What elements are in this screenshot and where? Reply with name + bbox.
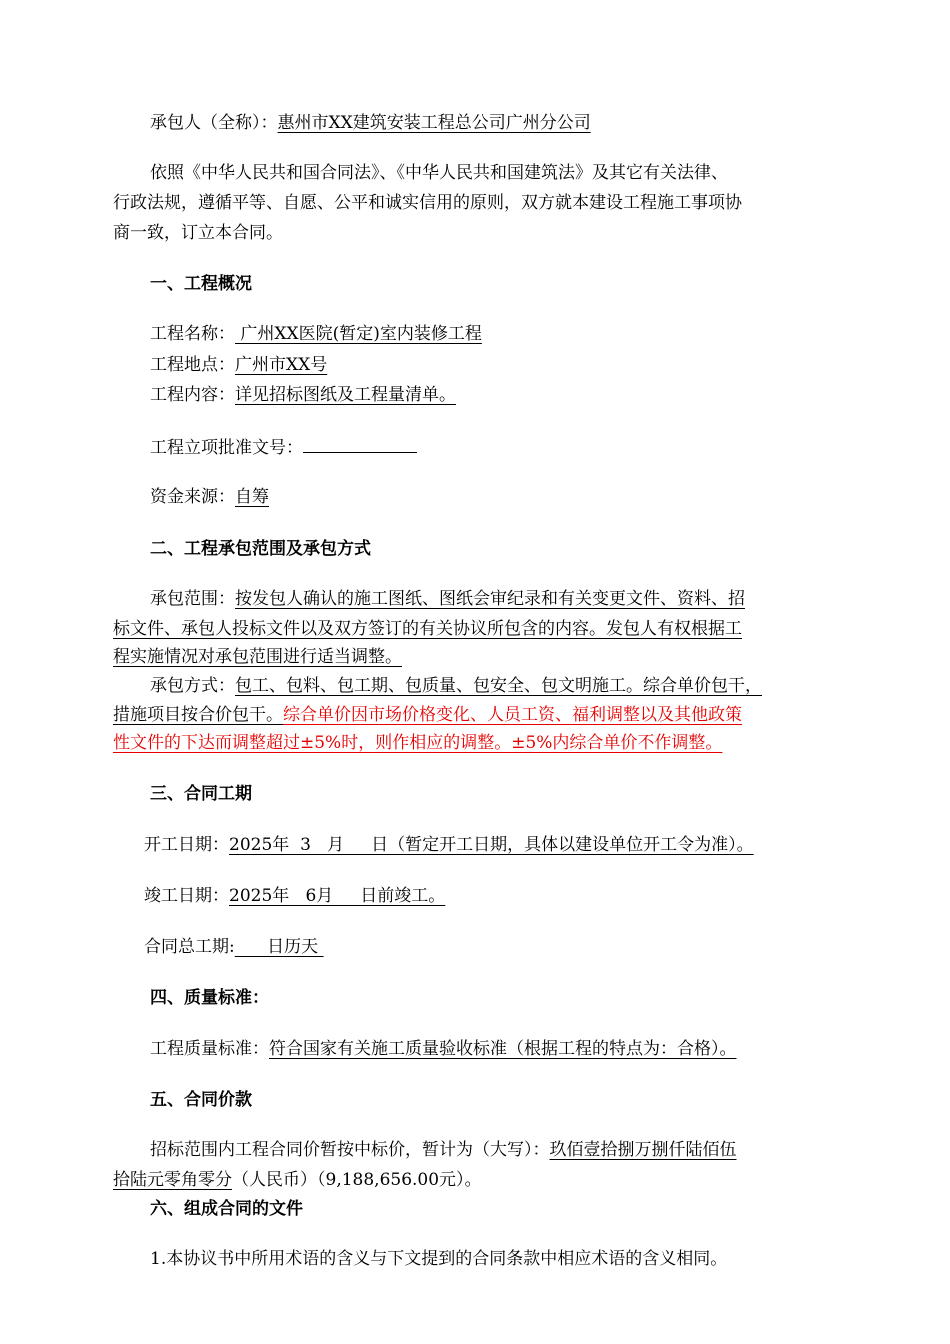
scope-label: 承包范围： — [150, 589, 235, 609]
fund-label: 资金来源： — [150, 487, 235, 507]
mode-text-2: 措施项目按合价包干。 — [113, 705, 283, 725]
mode-label: 承包方式： — [150, 676, 235, 696]
approval-label: 工程立项批准文号： — [150, 438, 303, 458]
contractor-name: 惠州市XX建筑安装工程总公司广州分公司 — [277, 113, 591, 133]
project-content-label: 工程内容： — [150, 385, 235, 405]
section-heading-price: 五、合同价款 — [150, 1090, 252, 1110]
fund-value: 自筹 — [235, 487, 269, 507]
scope-line-1 — [150, 587, 745, 611]
quality-value: 符合国家有关施工质量验收标准（根据工程的特点为：合格）。 — [269, 1039, 737, 1059]
intro-line-3: 商一致，订立本合同。 — [113, 223, 283, 243]
project-site-line — [150, 353, 557, 377]
price-amount-figures: （人民币）（9,188,656.00元）。 — [232, 1170, 482, 1190]
quality-line — [150, 1037, 737, 1061]
contractor-label: 承包人（全称）： — [150, 113, 278, 133]
section-heading-documents: 六、组成合同的文件 — [150, 1199, 303, 1219]
total-period-line — [144, 935, 324, 959]
total-period-label: 合同总工期: — [144, 937, 235, 957]
total-period-value: 日历天 — [234, 937, 324, 957]
section-heading-overview: 一、工程概况 — [150, 274, 252, 294]
project-content-value: 详见招标图纸及工程量清单。 — [235, 385, 456, 405]
end-date-line — [144, 884, 445, 908]
price-amount-words-2: 拾陆元零角零分 — [113, 1170, 232, 1190]
start-date-line — [144, 833, 754, 857]
scope-line-3: 程实施情况对承包范围进行适当调整。 — [113, 647, 402, 667]
start-date-label: 开工日期： — [144, 835, 229, 855]
project-site-label: 工程地点： — [150, 355, 235, 375]
fund-line — [150, 485, 269, 509]
project-site-value: 广州市XX号 — [235, 355, 328, 375]
project-name-value: 广州XX医院(暂定)室内装修工程 — [235, 324, 482, 344]
mode-price-adjust-2: 性文件的下达而调整超过±5%时，则作相应的调整。±5%内综合单价不作调整。 — [113, 733, 723, 753]
mode-price-adjust-1: 综合单价因市场价格变化、人员工资、福利调整以及其他政策 — [283, 705, 742, 725]
price-amount-words-1: 玖佰壹拾捌万捌仟陆佰伍 — [549, 1140, 737, 1160]
scope-text-1: 按发包人确认的施工图纸、图纸会审纪录和有关变更文件、资料、招 — [235, 589, 745, 609]
price-line-2 — [113, 1168, 482, 1192]
price-text-1: 招标范围内工程合同价暂按中标价，暂计为（大写）： — [150, 1140, 550, 1160]
approval-blank — [303, 434, 417, 453]
documents-item-1: 1.本协议书中所用术语的含义与下文提到的合同条款中相应术语的含义相同。 — [150, 1249, 728, 1269]
start-date-value: 2025年 3 月 日（暂定开工日期，具体以建设单位开工令为准）。 — [229, 835, 754, 855]
quality-label: 工程质量标准： — [150, 1039, 269, 1059]
mode-line-2 — [113, 703, 742, 727]
mode-text-1: 包工、包料、包工期、包质量、包安全、包文明施工。综合单价包干， — [235, 676, 762, 696]
project-content-line — [150, 383, 531, 407]
intro-line-1: 依照《中华人民共和国合同法》、《中华人民共和国建筑法》及其它有关法律、 — [150, 163, 728, 183]
section-heading-period: 三、合同工期 — [150, 784, 252, 804]
price-line-1 — [150, 1138, 737, 1162]
scope-line-2: 标文件、承包人投标文件以及双方签订的有关协议所包含的内容。发包人有权根据工 — [113, 619, 742, 639]
contractor-line — [150, 111, 591, 135]
end-date-value: 2025年 6月 日前竣工。 — [229, 886, 446, 906]
project-name-label: 工程名称： — [150, 324, 235, 344]
mode-line-1 — [150, 674, 762, 698]
section-heading-quality: 四、质量标准： — [150, 988, 269, 1008]
section-heading-scope: 二、工程承包范围及承包方式 — [150, 539, 371, 559]
end-date-label: 竣工日期： — [144, 886, 229, 906]
approval-line — [150, 434, 417, 460]
intro-line-2: 行政法规，遵循平等、自愿、公平和诚实信用的原则，双方就本建设工程施工事项协 — [113, 193, 742, 213]
project-name-line — [150, 322, 482, 346]
